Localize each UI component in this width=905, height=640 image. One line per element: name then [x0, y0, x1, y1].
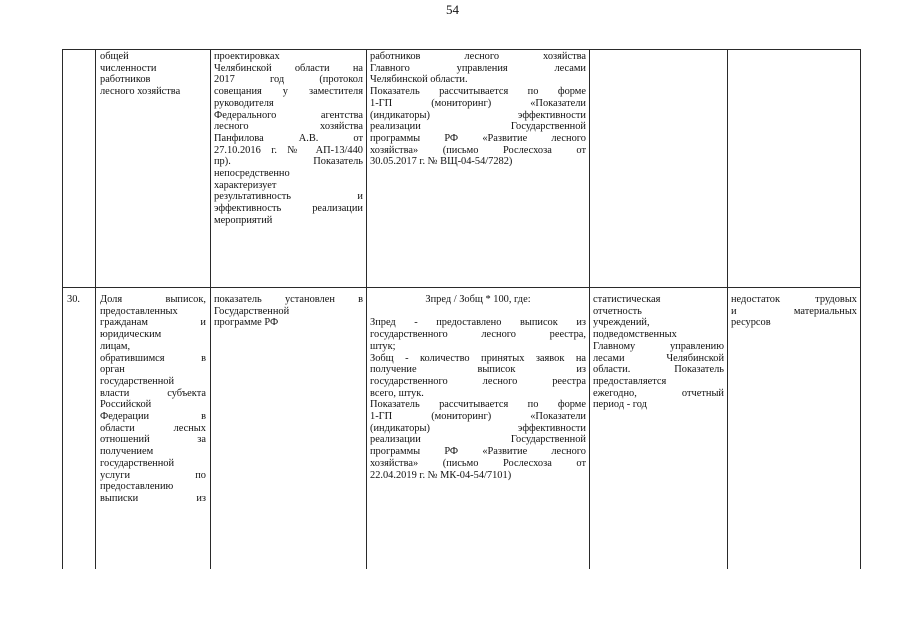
- text-line: получением: [100, 446, 154, 458]
- text-line: показатель установлен в: [214, 294, 363, 305]
- text-line: предоставленных: [100, 305, 178, 317]
- row-30-indicator-cell: [100, 294, 206, 505]
- text-line: 27.10.2016 г. № АП-13/440: [214, 144, 363, 156]
- text-line: 2017 год (протокол: [214, 74, 363, 86]
- text-line: пр). Показатель: [214, 156, 363, 168]
- text-line: лесного хозяйства: [100, 86, 181, 98]
- text-line: подведомственных: [593, 329, 677, 341]
- text-line: Главного управления лесами: [370, 62, 586, 74]
- text-line: реализации Государственной: [370, 121, 586, 133]
- text-line: получение выписок из: [370, 364, 586, 376]
- column-border: [860, 49, 861, 569]
- text-line: Зобщ - количество принятых заявок на: [370, 352, 586, 364]
- text-line: лесами Челябинской: [593, 352, 724, 364]
- table-top-border: [62, 49, 861, 50]
- text-line: работников: [100, 74, 151, 86]
- row-30-number: 30.: [67, 294, 80, 305]
- text-line: программы РФ «Развитие лесного: [370, 132, 586, 144]
- text-line: услуги по: [100, 469, 206, 481]
- text-line: период - год: [593, 399, 647, 411]
- text-line: Показатель рассчитывается по форме: [370, 399, 586, 411]
- text-line: ресурсов: [731, 317, 771, 329]
- text-line: обратившимся в: [100, 352, 206, 364]
- row-30-data-source-cell: [593, 294, 724, 411]
- row-1-method-cell: [370, 51, 586, 168]
- text-line: 1-ГП (мониторинг) «Показатели: [370, 97, 586, 109]
- row-30-method-cell: [370, 294, 586, 481]
- text-line: Показатель рассчитывается по форме: [370, 86, 586, 98]
- text-line: Российской: [100, 399, 152, 411]
- text-line: предоставлению: [100, 481, 174, 493]
- text-line: Челябинской области.: [370, 74, 468, 86]
- text-line: недостаток трудовых: [731, 294, 857, 305]
- text-line: государственного лесного реестра: [370, 375, 586, 387]
- blank-line: [370, 306, 586, 318]
- text-line: учреждений,: [593, 317, 650, 329]
- page-number: 54: [446, 2, 459, 17]
- text-line: выписки из: [100, 492, 206, 504]
- text-line: государственного лесного реестра,: [370, 329, 586, 341]
- row-1-source-cell: [214, 51, 363, 227]
- text-line: государственной: [100, 457, 175, 469]
- text-line: (индикаторы) эффективности: [370, 109, 586, 121]
- text-line: характеризует: [214, 179, 277, 191]
- text-line: Федерации в: [100, 411, 206, 423]
- text-line: лицам,: [100, 340, 131, 352]
- text-line: эффективность реализации: [214, 203, 363, 215]
- text-line: (индикаторы) эффективности: [370, 422, 586, 434]
- text-line: работников лесного хозяйства: [370, 51, 586, 62]
- row-30-risks-cell: [731, 294, 857, 329]
- text-line: программы РФ «Развитие лесного: [370, 446, 586, 458]
- column-border: [62, 49, 63, 569]
- text-line: общей: [100, 51, 129, 62]
- row-30-source-cell: [214, 294, 363, 329]
- text-line: предоставляется: [593, 375, 667, 387]
- text-line: непосредственно: [214, 168, 290, 180]
- text-line: руководителя: [214, 97, 274, 109]
- text-line: 30.05.2017 г. № ВЩ-04-54/7282): [370, 156, 513, 168]
- text-line: штук;: [370, 340, 396, 352]
- text-line: численности: [100, 62, 157, 74]
- text-line: Доля выписок,: [100, 294, 206, 305]
- text-line: хозяйства» (письмо Рослесхоза от: [370, 144, 586, 156]
- column-border: [366, 49, 367, 569]
- text-line: и материальных: [731, 305, 857, 317]
- column-border: [210, 49, 211, 569]
- text-line: реализации Государственной: [370, 434, 586, 446]
- text-line: Зпред - предоставлено выписок из: [370, 317, 586, 329]
- text-line: статистическая: [593, 294, 661, 305]
- text-line: области лесных: [100, 422, 206, 434]
- text-line: программе РФ: [214, 317, 279, 329]
- text-line: Челябинской области на: [214, 62, 363, 74]
- column-border: [95, 49, 96, 569]
- row-1-indicator-cell: [100, 51, 206, 98]
- text-line: 1-ГП (мониторинг) «Показатели: [370, 411, 586, 423]
- text-line: отчетность: [593, 305, 642, 317]
- text-line: лесного хозяйства: [214, 121, 363, 133]
- text-line: 22.04.2019 г. № МК-04-54/7101): [370, 469, 512, 481]
- text-line: всего, штук.: [370, 387, 424, 399]
- column-border: [727, 49, 728, 569]
- text-line: проектировках: [214, 51, 280, 62]
- text-line: Федерального агентства: [214, 109, 363, 121]
- text-line: гражданам и: [100, 317, 206, 329]
- text-line: Государственной: [214, 305, 290, 317]
- text-line: области. Показатель: [593, 364, 724, 376]
- text-line: Панфилова А.В. от: [214, 132, 363, 144]
- text-line: юридическим: [100, 329, 162, 341]
- text-line: орган: [100, 364, 125, 376]
- text-line: мероприятий: [214, 214, 273, 226]
- row-separator: [62, 287, 861, 288]
- text-line: совещания у заместителя: [214, 86, 363, 98]
- text-line: хозяйства» (письмо Рослесхоза от: [370, 457, 586, 469]
- text-line: отношений за: [100, 434, 206, 446]
- text-line: Главному управлению: [593, 340, 724, 352]
- text-line: результативность и: [214, 191, 363, 203]
- method-formula: Зпред / Зобщ * 100, где:: [425, 294, 531, 305]
- text-line: власти субъекта: [100, 387, 206, 399]
- column-border: [589, 49, 590, 569]
- text-line: государственной: [100, 375, 175, 387]
- text-line: ежегодно, отчетный: [593, 387, 724, 399]
